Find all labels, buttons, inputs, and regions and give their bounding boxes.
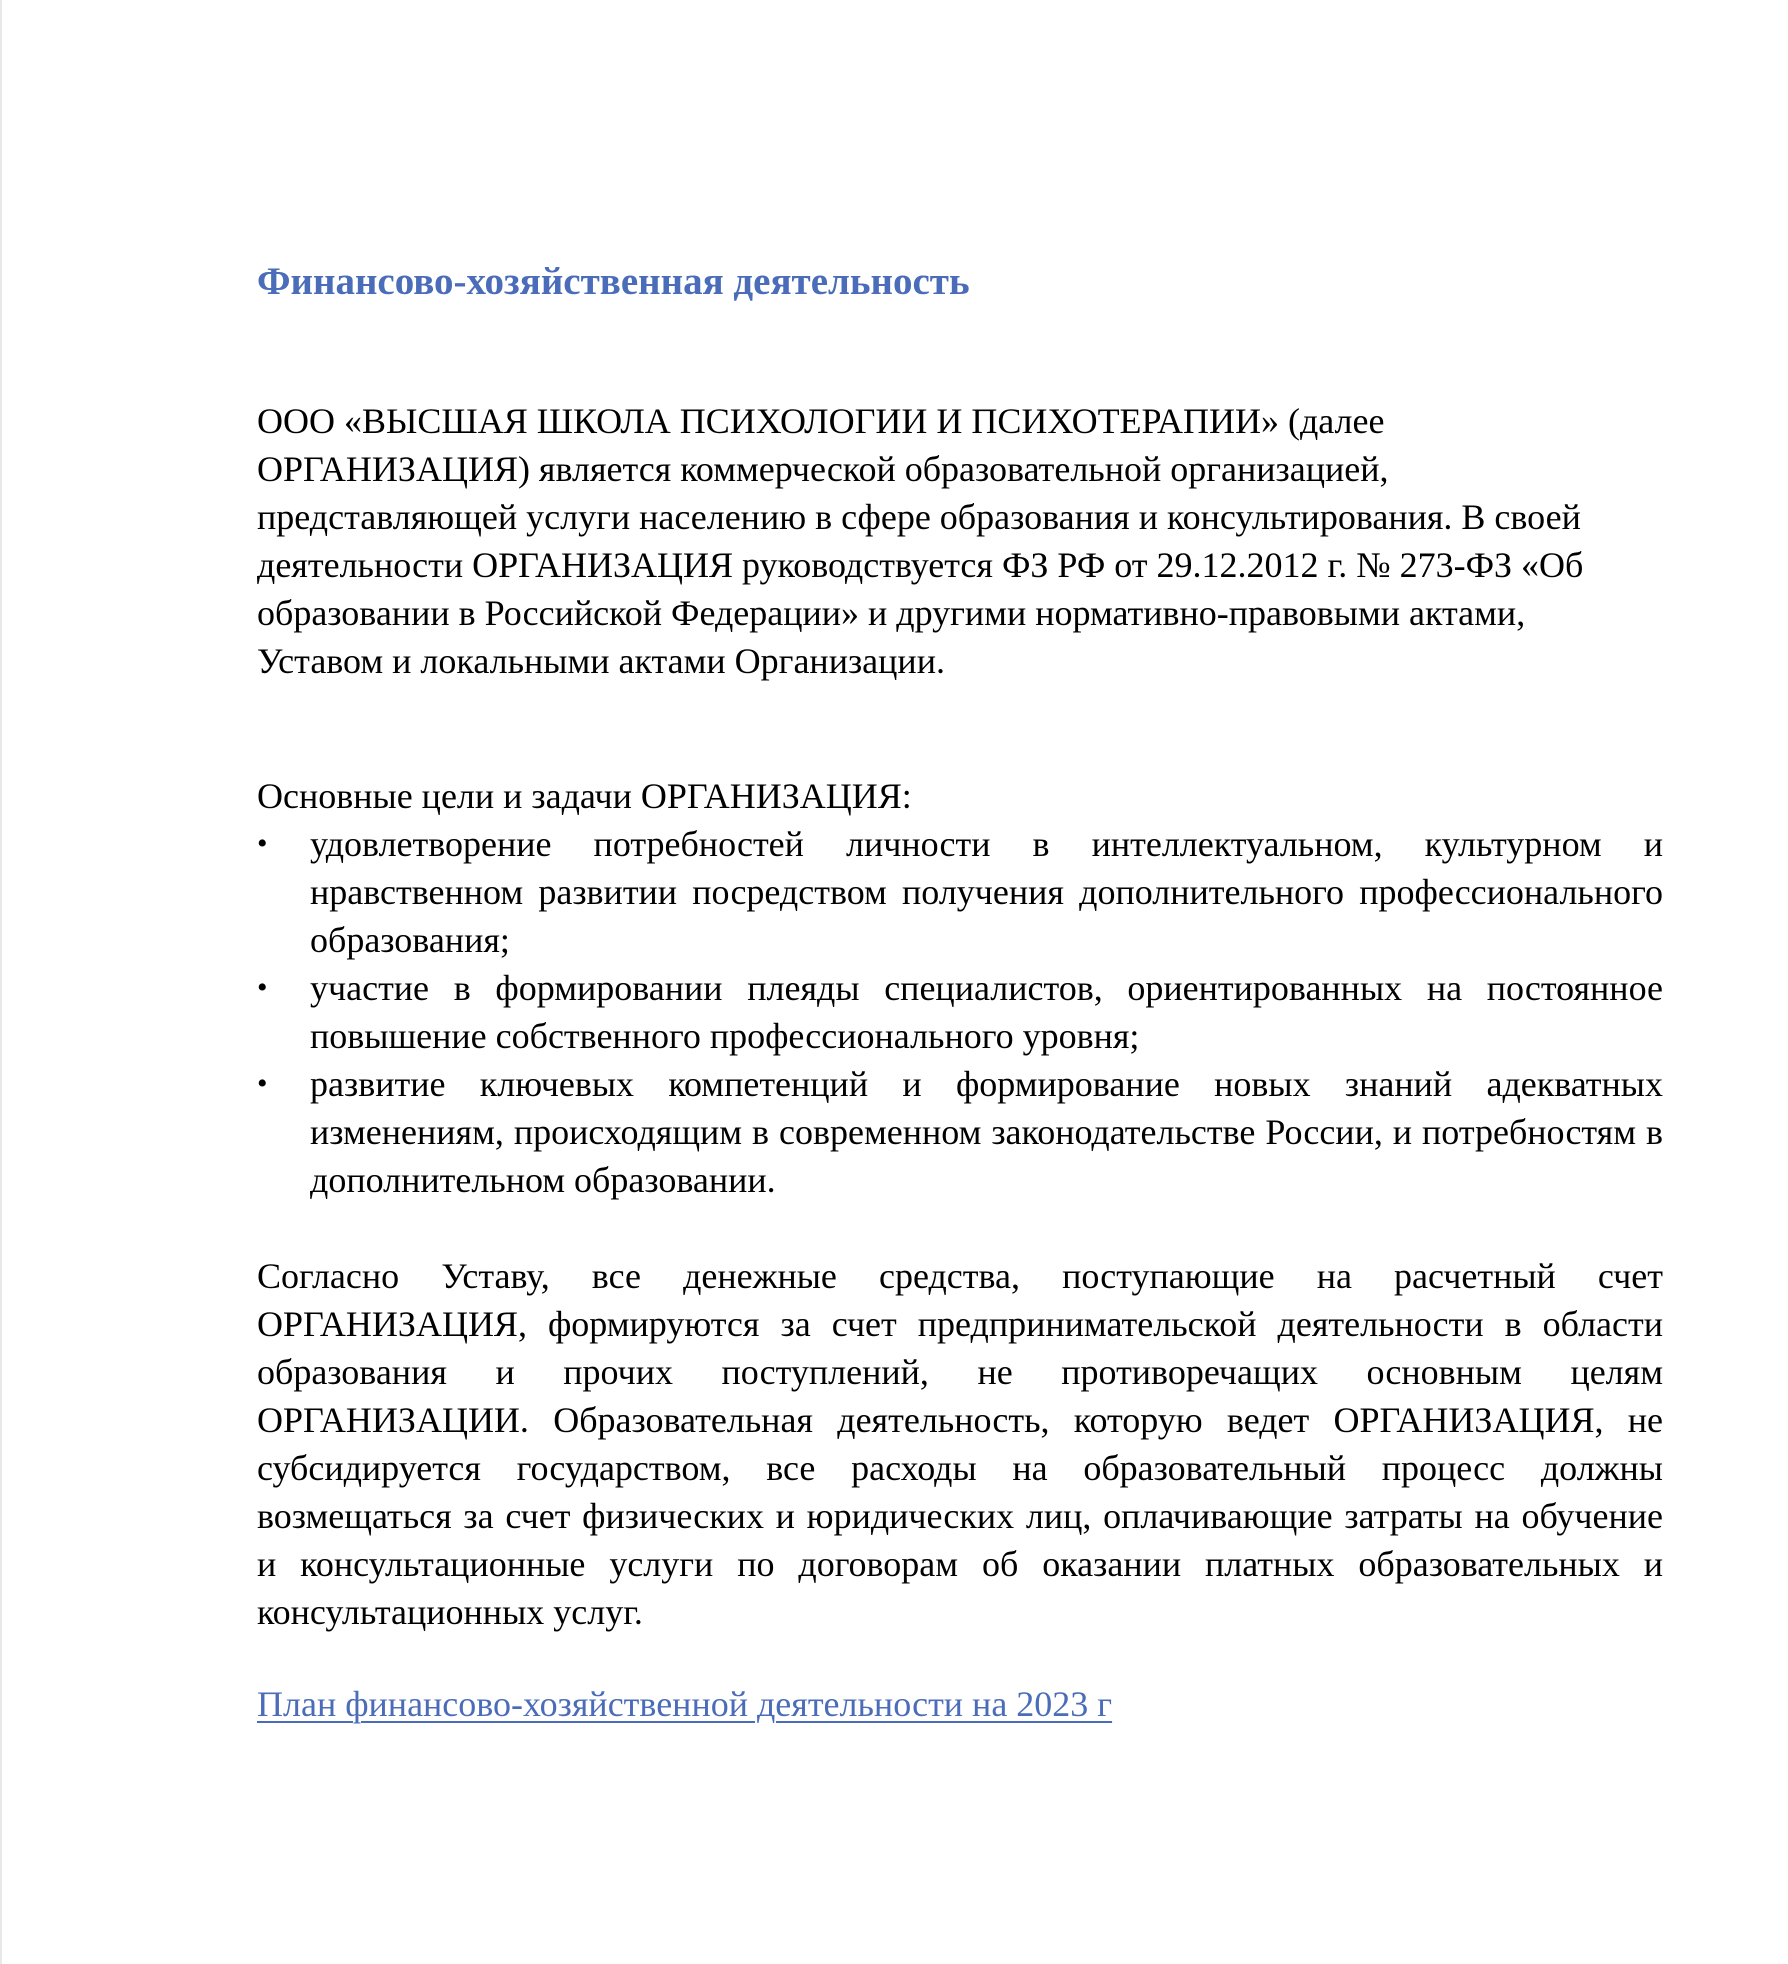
financial-plan-2023-link[interactable]: План финансово-хозяйственной деятельности на 2023 г <box>257 1684 1113 1724</box>
goals-list-item <box>257 964 1663 1060</box>
goals-heading: Основные цели и задачи ОРГАНИЗАЦИЯ: <box>257 776 912 816</box>
page-left-border <box>0 0 2 1964</box>
goal-text: участие в формировании плеяды специалистов, ориентированных на постоянное повышение собственного профессионального уровня; <box>310 968 1663 1056</box>
goals-list-item <box>257 1060 1663 1204</box>
intro-paragraph: ООО «ВЫСШАЯ ШКОЛА ПСИХОЛОГИИ И ПСИХОТЕРАПИИ» (далее ОРГАНИЗАЦИЯ) является коммерческой образовательной организацией, представляющей услуги населению в сфере образования и консультирования. В своей деятельности ОРГАНИЗАЦИЯ руководствуется ФЗ РФ от 29.12.2012 г. № 273-ФЗ «Об образовании в Российской Федерации» и другими нормативно-правовыми актами, Уставом и локальными актами Организации. <box>257 401 1584 681</box>
bullet-icon: • <box>257 971 268 1004</box>
bullet-icon: • <box>257 827 268 860</box>
goals-list <box>257 820 1663 1204</box>
funds-paragraph: Согласно Уставу, все денежные средства, поступающие на расчетный счет ОРГАНИЗАЦИЯ, формируются за счет предпринимательской деятельности в области образования и прочих поступлений, не противоречащих основным целям ОРГАНИЗАЦИИ. Образовательная деятельность, которую ведет ОРГАНИЗАЦИЯ, не субсидируется государством, все расходы на образовательный процесс должны возмещаться за счет физических и юридических лиц, оплачивающие затраты на обучение и консультационные услуги по договорам об оказании платных образовательных и консультационных услуг. <box>257 1256 1663 1632</box>
goal-text: удовлетворение потребностей личности в интеллектуальном, культурном и нравственном развитии посредством получения дополнительного профессионального образования; <box>310 824 1663 960</box>
page-title: Финансово-хозяйственная деятельность <box>257 260 970 303</box>
bullet-icon: • <box>257 1067 268 1100</box>
goal-text: развитие ключевых компетенций и формирование новых знаний адекватных изменениям, происходящим в современном законодательстве России, и потребностям в дополнительном образовании. <box>310 1064 1663 1200</box>
goals-list-item <box>257 820 1663 964</box>
